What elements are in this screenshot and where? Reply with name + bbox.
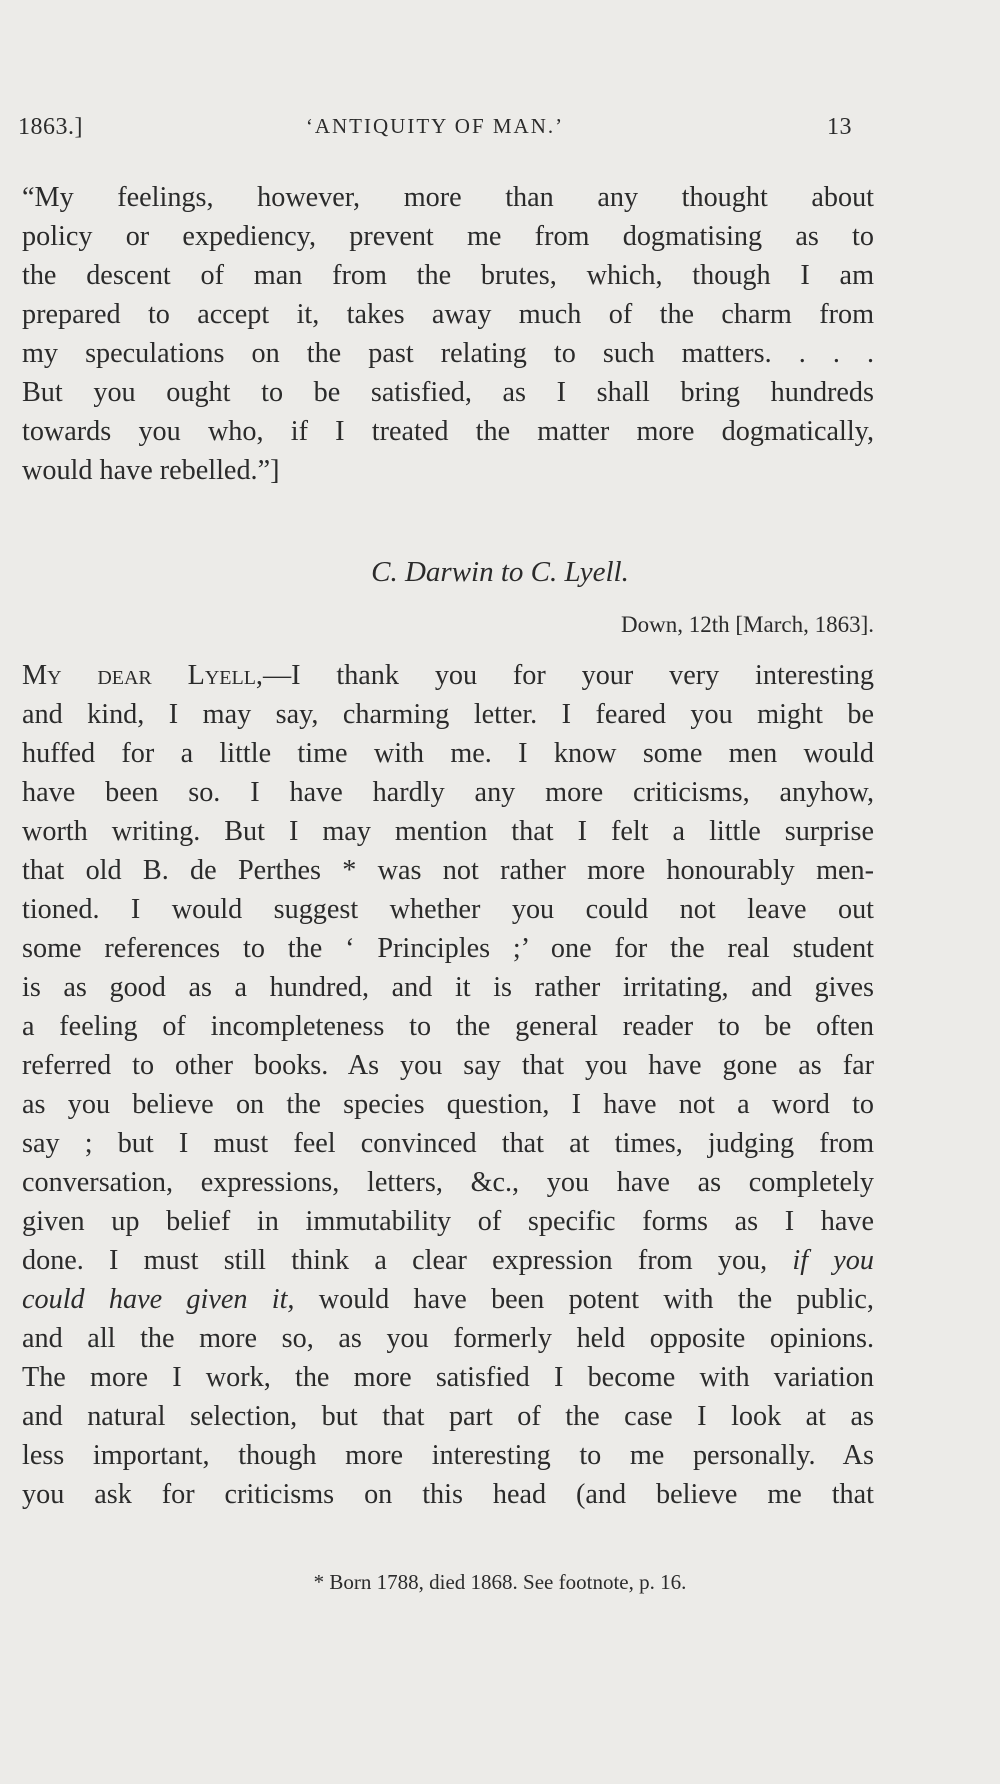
text-line: conversation, expressions, letters, &c., you have as completely [22,1167,874,1198]
italic-text: if you [792,1245,874,1276]
text-line: and all the more so, as you formerly held opposite opinions. [22,1323,874,1354]
text-line: tioned. I would suggest whether you could not leave out [22,894,874,925]
text-line: But you ought to be satisfied, as I shall bring hundreds [22,377,874,408]
letter-heading: C. Darwin to C. Lyell. [371,556,629,588]
text-line: you ask for criticisms on this head (and believe me that [22,1479,874,1510]
text-fragment: —I thank you for your very interesting [262,660,874,691]
text-fragment: would have been potent with the public, [294,1284,874,1315]
text-line: huffed for a little time with me. I know some men would [22,738,874,769]
text-line: that old B. de Perthes * was not rather more honourably men- [22,855,874,886]
text-line: say ; but I must feel convinced that at times, judging from [22,1128,874,1159]
text-line: worth writing. But I may mention that I felt a little surprise [22,816,874,847]
text-fragment: done. I must still think a clear expression from you, [22,1245,768,1276]
italic-text: could have given it, [22,1284,295,1315]
text-line: and natural selection, but that part of the case I look at as [22,1401,874,1432]
text-line: policy or expediency, prevent me from dogmatising as to [22,221,874,252]
text-line: is as good as a hundred, and it is rather irritating, and gives [22,972,874,1003]
text-line: The more I work, the more satisfied I become with variation [22,1362,874,1393]
letter-place-date: Down, 12th [March, 1863]. [621,612,874,637]
text-line: towards you who, if I treated the matter more dogmatically, [22,416,874,447]
text-line: some references to the ‘ Principles ;’ one for the real student [22,933,874,964]
page-number: 13 [827,114,852,140]
text-line: and kind, I may say, charming letter. I feared you might be [22,699,874,730]
header-year: 1863.] [18,114,83,140]
text-line: less important, though more interesting to me personally. As [22,1440,874,1471]
text-line [22,1280,874,1320]
salutation: My dear Lyell, [22,660,263,691]
text-line: would have rebelled.”] [22,455,280,486]
text-line: my speculations on the past relating to such matters. . . . [22,338,874,369]
text-line: prepared to accept it, takes away much of the charm from [22,299,874,330]
text-line: the descent of man from the brutes, which, though I am [22,260,874,291]
text-line: have been so. I have hardly any more criticisms, anyhow, [22,777,874,808]
running-header [18,114,852,154]
footnote: * Born 1788, died 1868. See footnote, p. 16. [313,1570,687,1594]
text-line: a feeling of incompleteness to the general reader to be often [22,1011,874,1042]
text-line [22,656,874,696]
text-line: given up belief in immutability of specific forms as I have [22,1206,874,1237]
header-title: ‘ANTIQUITY OF MAN.’ [305,114,565,138]
text-line: referred to other books. As you say that you have gone as far [22,1050,874,1081]
text-line [22,1241,874,1281]
text-line: as you believe on the species question, I have not a word to [22,1089,874,1120]
text-line: “My feelings, however, more than any thought about [22,182,874,213]
